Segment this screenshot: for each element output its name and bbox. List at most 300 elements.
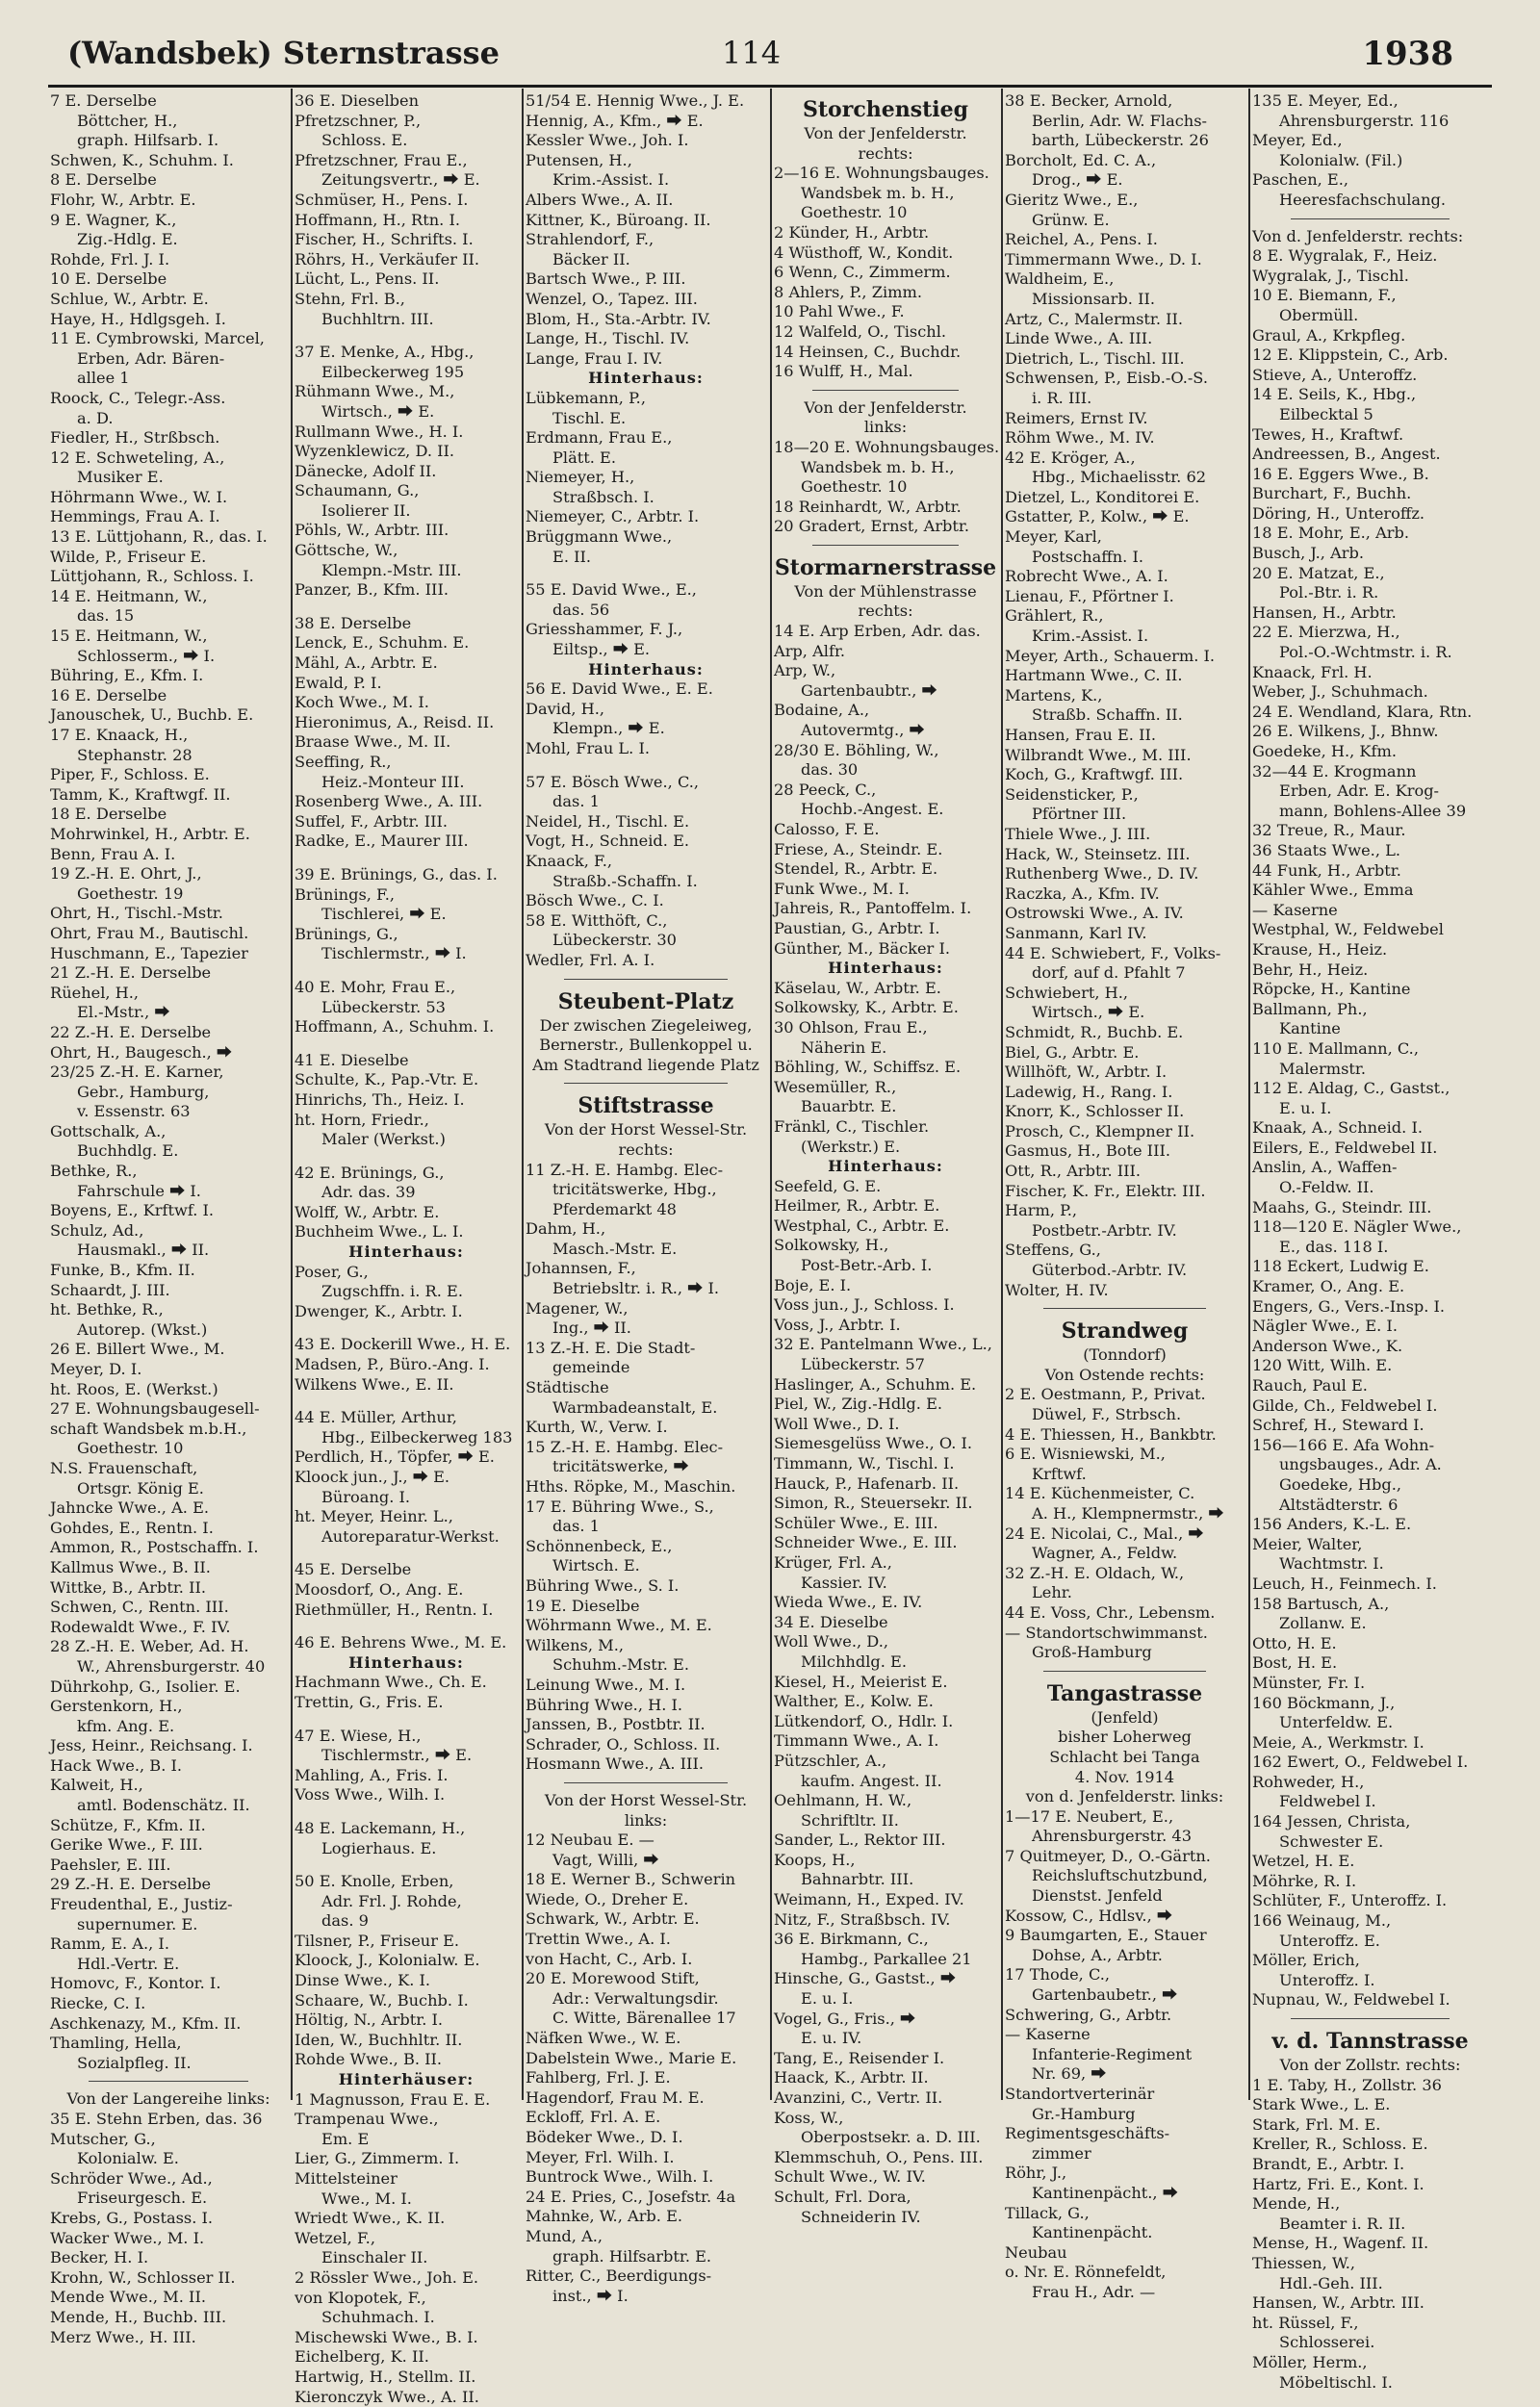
directory-entry: Mund, A., (526, 2226, 603, 2245)
directory-entry: graph. Hilfsarb. I. (77, 131, 219, 150)
directory-entry: Kloock, J., Kolonialw. E. (295, 1951, 480, 1970)
directory-entry: Wolter, H. IV. (1005, 1280, 1109, 1299)
header-rule (48, 85, 1492, 88)
directory-entry: Hausmakl., ⮕ II. (77, 1241, 210, 1260)
directory-entry: Krim.-Assist. I. (1032, 627, 1149, 646)
directory-entry: 2 E. Oestmann, P., Privat. (1005, 1385, 1206, 1404)
section-note: rechts: (858, 602, 913, 621)
directory-entry: 29 Z.-H. E. Derselbe (50, 1875, 212, 1894)
directory-entry: Haslinger, A., Schuhm. E. (774, 1374, 977, 1394)
directory-entry: Hemmings, Frau A. I. (50, 507, 220, 526)
directory-entry: — Kaserne (1005, 2025, 1091, 2044)
directory-entry: Einschaler II. (321, 2248, 428, 2267)
directory-entry: Kähler Wwe., Emma (1252, 881, 1414, 900)
directory-entry: Leuch, H., Feinmech. I. (1252, 1574, 1437, 1593)
directory-entry: Stark Wwe., L. E. (1252, 2095, 1391, 2114)
section-note: Am Stadtrand liegende Platz (532, 1055, 759, 1074)
directory-entry: Trettin Wwe., A. I. (526, 1930, 671, 1949)
section-note: links: (624, 1810, 668, 1830)
directory-entry: o. Nr. E. Rönnefeldt, (1005, 2263, 1167, 2282)
directory-entry: Ahrensburgerstr. 43 (1032, 1827, 1193, 1846)
directory-entry: Nupnau, W., Feldwebel I. (1252, 1990, 1450, 2010)
directory-entry: Kittner, K., Büroang. II. (526, 210, 711, 229)
directory-entry: Bödeker Wwe., D. I. (526, 2128, 683, 2146)
directory-entry: Knorr, K., Schlosser II. (1005, 1102, 1185, 1121)
directory-entry: Brandt, E., Arbtr. I. (1252, 2154, 1405, 2173)
directory-entry: Wandsbek m. b. H., (801, 457, 955, 476)
directory-entry: 28 Z.-H. E. Weber, Ad. H. (50, 1637, 249, 1656)
directory-entry: kaufm. Angest. II. (801, 1771, 942, 1790)
directory-entry: Robrecht Wwe., A. I. (1005, 567, 1168, 586)
directory-entry: Fischer, K. Fr., Elektr. III. (1005, 1181, 1206, 1200)
spacer (295, 964, 518, 978)
directory-entry: 18—20 E. Wohnungsbauges. (774, 437, 1000, 456)
directory-entry: von Hacht, C., Arb. I. (526, 1949, 693, 1968)
directory-entry: 2—16 E. Wohnungsbauges. (774, 164, 989, 183)
directory-entry: Neubau (1005, 2242, 1067, 2262)
directory-entry: das. 1 (552, 792, 600, 811)
directory-entry: Ing., ⮕ II. (552, 1319, 631, 1338)
directory-entry: 36 Staats Wwe., L. (1252, 840, 1401, 859)
directory-entry: Zugschffn. i. R. E. (321, 1282, 463, 1301)
directory-entry: Zeitungsvertr., ⮕ E. (321, 170, 480, 190)
directory-entry: Rauch, Paul E. (1252, 1376, 1368, 1395)
section-note: rechts: (858, 143, 913, 163)
directory-entry: 11 E. Cymbrowski, Marcel, (50, 329, 265, 348)
directory-entry: 38 E. Derselbe (295, 613, 412, 632)
directory-entry: Paustian, G., Arbtr. I. (774, 918, 940, 937)
directory-entry: Höltig, N., Arbtr. I. (295, 2010, 444, 2030)
directory-entry: 42 E. Brünings, G., (295, 1163, 445, 1182)
directory-entry: Wilbrandt Wwe., M. III. (1005, 745, 1192, 764)
directory-entry: Eilbecktal 5 (1279, 404, 1373, 423)
directory-entry: Frau H., Adr. — (1032, 2282, 1156, 2301)
directory-entry: 26 E. Wilkens, J., Bhnw. (1252, 722, 1439, 741)
directory-entry: Obermüll. (1279, 305, 1359, 324)
directory-entry: v. Essenstr. 63 (77, 1102, 191, 1121)
directory-entry: 48 E. Lackemann, H., (295, 1818, 466, 1837)
directory-entry: Hansen, Frau E. II. (1005, 726, 1157, 744)
directory-entry: Wesemüller, R., (774, 1077, 897, 1096)
directory-entry: Hansen, W., Arbtr. III. (1252, 2293, 1424, 2313)
directory-entry: 16 E. Eggers Wwe., B. (1252, 464, 1429, 483)
directory-entry: Koss, W., (774, 2108, 844, 2127)
directory-entry: Möbeltischl. I. (1279, 2372, 1393, 2392)
directory-entry: Röhr, J., (1005, 2164, 1067, 2183)
column-divider (291, 89, 293, 2100)
directory-entry: Wedler, Frl. A. I. (526, 950, 655, 969)
directory-entry: Roock, C., Telegr.-Ass. (50, 388, 226, 407)
directory-entry: Wilkens, M., (526, 1635, 624, 1654)
directory-entry: Suffel, F., Arbtr. III. (295, 811, 449, 831)
directory-entry: 2 Künder, H., Arbtr. (774, 222, 930, 242)
directory-entry: E. II. (552, 547, 592, 566)
directory-entry: Autorep. (Wkst.) (77, 1319, 208, 1339)
directory-entry: inst., ⮕ I. (552, 2286, 629, 2305)
section-note: Von der Langereihe links: (66, 2089, 270, 2109)
directory-entry: Postschaffn. I. (1032, 547, 1143, 566)
directory-entry: Wenzel, O., Tapez. III. (526, 289, 698, 308)
directory-entry: 18 Reinhardt, W., Arbtr. (774, 497, 962, 516)
directory-entry: Anderson Wwe., K. (1252, 1336, 1403, 1355)
directory-entry: das. 56 (552, 600, 610, 619)
directory-entry: Goedeke, H., Kfm. (1252, 742, 1398, 760)
directory-entry: Ohrt, H., Tischl.-Mstr. (50, 904, 223, 923)
directory-entry: 42 E. Kröger, A., (1005, 448, 1136, 467)
directory-entry: Poser, G., (295, 1262, 369, 1281)
directory-entry: Woll Wwe., D., (774, 1632, 888, 1652)
directory-entry: 1 Magnusson, Frau E. E. (295, 2089, 491, 2109)
directory-entry: Putensen, H., (526, 150, 632, 169)
directory-entry: Erdmann, Frau E., (526, 428, 673, 448)
directory-entry: Goethestr. 10 (801, 477, 908, 497)
directory-entry: Funk Wwe., M. I. (774, 879, 910, 898)
directory-entry: Solkowsky, K., Arbtr. E. (774, 998, 959, 1017)
directory-entry: Meyer, Ed., (1252, 131, 1343, 150)
directory-entry: schaft Wandsbek m.b.H., (50, 1419, 247, 1438)
directory-entry: Fiedler, H., Strßbsch. (50, 428, 220, 448)
directory-entry: Hennig, A., Kfm., ⮕ E. (526, 111, 704, 130)
directory-entry: Hartwig, H., Stellm. II. (295, 2367, 476, 2386)
page-number: 114 (722, 35, 782, 71)
directory-entry: 4 E. Thiessen, H., Bankbtr. (1005, 1424, 1217, 1444)
directory-entry: ht. Roos, E. (Werkst.) (50, 1379, 218, 1398)
directory-entry: Stark, Frl. M. E. (1252, 2114, 1381, 2134)
directory-entry: Gr.-Hamburg (1032, 2104, 1136, 2123)
directory-entry: Vagt, Willi, ⮕ (552, 1850, 659, 1869)
directory-entry: Kolonialw. (Fil.) (1279, 150, 1403, 169)
directory-entry: 12 E. Klippstein, C., Arb. (1252, 346, 1449, 365)
directory-entry: Schaare, W., Buchb. I. (295, 1990, 469, 2010)
directory-entry: Wittke, B., Arbtr. II. (50, 1577, 207, 1597)
directory-entry: Heilmer, R., Arbtr. E. (774, 1196, 940, 1216)
directory-entry: Pol.-Btr. i. R. (1279, 583, 1379, 602)
directory-entry: Unterfeldw. E. (1279, 1713, 1394, 1732)
directory-entry: Koops, H., (774, 1850, 856, 1869)
street-heading: Steubent-Platz (557, 988, 734, 1014)
directory-entry: Ewald, P. I. (295, 673, 382, 692)
directory-entry: Kreller, R., Schloss. E. (1252, 2135, 1428, 2154)
directory-entry: Hartz, Fri. E., Kont. I. (1252, 2174, 1424, 2193)
column-4 (774, 91, 1000, 2226)
directory-entry: C. Witte, Bärenallee 17 (552, 2009, 736, 2028)
directory-entry: 23/25 Z.-H. E. Karner, (50, 1063, 224, 1082)
directory-entry: Betriebsltr. i. R., ⮕ I. (552, 1279, 720, 1298)
directory-entry: Musiker E. (77, 468, 164, 487)
directory-entry: Wirtsch., ⮕ E. (1032, 1003, 1145, 1022)
directory-entry: Lier, G., Zimmerm. I. (295, 2149, 460, 2168)
directory-entry: Kantinenpächt., ⮕ (1032, 2183, 1178, 2202)
directory-entry: Rohde Wwe., B. II. (295, 2050, 443, 2069)
directory-entry: Hosmann Wwe., A. III. (526, 1754, 704, 1774)
directory-entry: Drog., ⮕ E. (1032, 170, 1123, 190)
directory-entry: Kossow, C., Hdlsv., ⮕ (1005, 1906, 1173, 1925)
directory-entry: Wagner, A., Feldw. (1032, 1544, 1178, 1563)
directory-entry: 32 E. Pantelmann Wwe., L., (774, 1335, 992, 1354)
directory-entry: 158 Bartusch, A., (1252, 1594, 1390, 1613)
directory-entry: 19 E. Dieselbe (526, 1596, 640, 1615)
directory-entry: 36 E. Birkmann, C., (774, 1930, 929, 1949)
directory-entry: Schneiderin IV. (801, 2207, 921, 2226)
directory-entry: Dwenger, K., Arbtr. I. (295, 1301, 463, 1320)
directory-entry: Willhöft, W., Arbtr. I. (1005, 1063, 1168, 1082)
directory-entry: Berlin, Adr. W. Flachs- (1032, 111, 1208, 130)
directory-entry: 16 Wulff, H., Mal. (774, 362, 913, 381)
directory-entry: Wyzenklewicz, D. II. (295, 442, 455, 461)
directory-entry: Logierhaus. E. (321, 1838, 437, 1857)
directory-entry: Pförtner III. (1032, 805, 1127, 824)
column-1 (50, 91, 287, 2346)
directory-entry: Freudenthal, E., Justiz- (50, 1895, 233, 1914)
directory-entry: 40 E. Mohr, Frau E., (295, 977, 456, 996)
directory-entry: David, H., (526, 699, 605, 718)
spacer (526, 567, 766, 580)
directory-entry: Wachtmstr. I. (1279, 1554, 1384, 1574)
directory-entry: Knaack, Frl. H. (1252, 662, 1373, 681)
directory-entry: 13 Z.-H. E. Die Stadt- (526, 1338, 696, 1357)
directory-entry: Gohdes, E., Rentn. I. (50, 1518, 214, 1537)
directory-entry: Riethmüller, H., Rentn. I. (295, 1600, 494, 1619)
directory-entry: 162 Ewert, O., Feldwebel I. (1252, 1753, 1469, 1772)
directory-entry: Mense, H., Wagenf. II. (1252, 2234, 1429, 2253)
directory-entry: Wöhrmann Wwe., M. E. (526, 1616, 712, 1635)
directory-entry: 44 E. Müller, Arthur, (295, 1408, 457, 1427)
directory-entry: Kramer, O., Ang. E. (1252, 1277, 1405, 1296)
directory-entry: 44 E. Schwiebert, F., Volks- (1005, 943, 1221, 962)
section-note: Schlacht bei Tanga (1049, 1747, 1200, 1766)
directory-entry: Wriedt Wwe., K. II. (295, 2209, 446, 2228)
directory-entry: 18 E. Werner B., Schwerin (526, 1870, 736, 1889)
directory-entry: 44 Funk, H., Arbtr. (1252, 860, 1401, 880)
directory-entry: 120 Witt, Wilh. E. (1252, 1356, 1393, 1375)
directory-entry: Hoffmann, A., Schuhm. I. (295, 1017, 495, 1037)
directory-entry: Dinse Wwe., K. I. (295, 1971, 431, 1990)
section-note: 4. Nov. 1914 (1074, 1767, 1175, 1786)
directory-entry: Benn, Frau A. I. (50, 844, 176, 863)
page-header (67, 35, 1453, 83)
directory-entry: 24 E. Wendland, Klara, Rtn. (1252, 702, 1473, 721)
directory-entry: 8 E. Derselbe (50, 170, 157, 190)
directory-entry: E. u. I. (801, 1989, 854, 2009)
directory-entry: Goedeke, Hbg., (1279, 1474, 1402, 1494)
directory-entry: 12 Neubau E. — (526, 1831, 654, 1850)
directory-entry: Bühring Wwe., S. I. (526, 1575, 680, 1595)
directory-entry: 39 E. Brünings, G., das. I. (295, 864, 498, 883)
directory-entry: Ladewig, H., Rang. I. (1005, 1082, 1173, 1101)
directory-entry: Schwiebert, H., (1005, 983, 1129, 1002)
directory-entry: Kessler Wwe., Joh. I. (526, 131, 689, 150)
directory-entry: Schuhm.-Mstr. E. (552, 1655, 689, 1675)
directory-entry: 27 E. Wohnungsbaugesell- (50, 1399, 260, 1419)
directory-entry: Homovc, F., Kontor. I. (50, 1974, 221, 1993)
directory-entry: Timmann Wwe., A. I. (774, 1731, 939, 1751)
directory-entry: Kiesel, H., Meierist E. (774, 1672, 948, 1691)
directory-entry: Blom, H., Sta.-Arbtr. IV. (526, 309, 711, 328)
directory-entry: Schröder Wwe., Ad., (50, 2168, 213, 2188)
directory-entry: Gilde, Ch., Feldwebel I. (1252, 1396, 1438, 1415)
directory-entry: Lienau, F., Pförtner I. (1005, 586, 1174, 605)
directory-entry: N.S. Frauenschaft, (50, 1458, 198, 1477)
directory-entry: 15 Z.-H. E. Hambg. Elec- (526, 1437, 724, 1456)
directory-entry: Gartenbaubetr., ⮕ (1032, 1985, 1178, 2005)
directory-entry: 118—120 E. Nägler Wwe., (1252, 1217, 1462, 1237)
directory-entry: Hdl.-Geh. III. (1279, 2273, 1383, 2292)
directory-entry: Thiessen, W., (1252, 2253, 1355, 2272)
section-divider (1043, 1308, 1206, 1309)
directory-entry: Warmbadeanstalt, E. (552, 1397, 718, 1417)
directory-entry: Fischer, H., Schrifts. I. (295, 230, 474, 249)
directory-entry: Behr, H., Heiz. (1252, 960, 1369, 979)
directory-entry: Nägler Wwe., E. I. (1252, 1317, 1398, 1336)
directory-entry: Mähl, A., Arbtr. E. (295, 653, 438, 673)
directory-entry: das. 30 (801, 760, 859, 780)
directory-entry: Dienstst. Jenfeld (1032, 1886, 1163, 1906)
directory-entry: tricitätswerke, ⮕ (552, 1457, 689, 1476)
directory-entry: Reimers, Ernst IV. (1005, 408, 1148, 427)
directory-entry: Artz, C., Malermstr. II. (1005, 309, 1184, 328)
directory-entry: supernumer. E. (77, 1914, 198, 1933)
directory-entry: Näherin E. (801, 1037, 887, 1057)
directory-entry: Raczka, A., Kfm. IV. (1005, 883, 1160, 903)
directory-entry: 6 E. Wisniewski, M., (1005, 1445, 1166, 1464)
directory-entry: (Werkstr.) E. (801, 1137, 901, 1156)
directory-entry: Krause, H., Heiz. (1252, 939, 1388, 959)
directory-entry: Schmüser, H., Pens. I. (295, 190, 469, 209)
directory-entry: Gerike Wwe., F. III. (50, 1835, 203, 1855)
directory-entry: 17 E. Knaack, H., (50, 726, 189, 744)
directory-entry: Paschen, E., (1252, 170, 1349, 190)
directory-entry: Schwark, W., Arbtr. E. (526, 1909, 700, 1929)
directory-entry: Wirtsch. E. (552, 1556, 640, 1575)
directory-entry: Schneider Wwe., E. III. (774, 1533, 958, 1552)
directory-entry: Schwen, K., Schuhm. I. (50, 150, 234, 169)
directory-entry: 18 E. Mohr, E., Arb. (1252, 524, 1410, 543)
directory-entry: Erben, Adr. Bären- (77, 348, 225, 368)
directory-entry: Röhrs, H., Verkäufer II. (295, 249, 480, 269)
directory-entry: Klempn., ⮕ E. (552, 719, 665, 738)
section-note: von d. Jenfelderstr. links: (1025, 1787, 1224, 1806)
directory-entry: das. 1 (552, 1517, 600, 1536)
directory-entry: Buntrock Wwe., Wilh. I. (526, 2167, 714, 2187)
directory-entry: Mutscher, G., (50, 2129, 156, 2148)
directory-entry: Perdlich, H., Töpfer, ⮕ E. (295, 1447, 495, 1467)
section-divider (1291, 2018, 1450, 2019)
directory-entry: Schwering, G., Arbtr. (1005, 2005, 1172, 2024)
directory-entry: Göttsche, W., (295, 541, 398, 560)
directory-entry: 12 E. Schweteling, A., (50, 448, 225, 467)
directory-entry: Dohse, A., Arbtr. (1032, 1945, 1163, 1964)
section-divider (812, 545, 959, 546)
directory-entry: 34 E. Dieselbe (774, 1612, 888, 1631)
directory-entry: Fahrschule ⮕ I. (77, 1181, 201, 1200)
directory-entry: Wilkens Wwe., E. II. (295, 1374, 454, 1394)
directory-entry: Mittelsteiner (295, 2169, 398, 2188)
directory-entry: Seefeld, G. E. (774, 1176, 882, 1195)
directory-entry: 51/54 E. Hennig Wwe., J. E. (526, 91, 745, 110)
directory-entry: 135 E. Meyer, Ed., (1252, 91, 1399, 110)
directory-entry: Kurth, W., Verw. I. (526, 1418, 668, 1437)
directory-entry: Rohweder, H., (1252, 1772, 1365, 1791)
directory-entry: 118 Eckert, Ludwig E. (1252, 1257, 1429, 1276)
directory-entry: Niemeyer, C., Arbtr. I. (526, 507, 700, 526)
directory-entry: Gerstenkorn, H., (50, 1697, 183, 1716)
directory-entry: Vogt, H., Schneid. E. (526, 832, 690, 851)
directory-entry: E. u. IV. (801, 2029, 862, 2048)
directory-entry: 43 E. Dockerill Wwe., H. E. (295, 1335, 511, 1354)
directory-entry: Reichel, A., Pens. I. (1005, 230, 1158, 249)
directory-entry: Gartenbaubtr., ⮕ (801, 680, 937, 700)
directory-entry: Bauarbtr. E. (801, 1097, 897, 1116)
directory-entry: 21 Z.-H. E. Derselbe (50, 963, 212, 983)
directory-entry: 50 E. Knolle, Erben, (295, 1872, 454, 1891)
directory-entry: Friese, A., Steindr. E. (774, 839, 943, 858)
section-note: Von der Zollstr. rechts: (1279, 2056, 1461, 2074)
directory-entry: Eckloff, Frl. A. E. (526, 2108, 661, 2127)
directory-entry: Adr. das. 39 (321, 1183, 416, 1202)
directory-entry: Hochb.-Angest. E. (801, 800, 944, 819)
directory-entry: Lenck, E., Schuhm. E. (295, 633, 470, 653)
directory-entry: 160 Böckmann, J., (1252, 1693, 1396, 1712)
directory-entry: Stieve, A., Unteroffz. (1252, 365, 1418, 384)
directory-entry: Panzer, B., Kfm. III. (295, 580, 449, 600)
directory-entry: Malermstr. (1279, 1059, 1366, 1078)
directory-entry: Stendel, R., Arbtr. E. (774, 859, 938, 879)
directory-entry: Friseurgesch. E. (77, 2189, 208, 2208)
directory-entry: Lücht, L., Pens. II. (295, 269, 440, 289)
directory-entry: Hieronimus, A., Reisd. II. (295, 712, 495, 731)
directory-entry: Rühmann Wwe., M., (295, 382, 455, 401)
directory-entry: Pferdemarkt 48 (552, 1199, 677, 1218)
directory-entry: Eilers, E., Feldwebel II. (1252, 1138, 1438, 1157)
directory-entry: Bodaine, A., (774, 701, 870, 720)
directory-entry: Jess, Heinr., Reichsang. I. (50, 1736, 253, 1755)
column-5 (1005, 91, 1245, 2301)
directory-entry: Tillack, G., (1005, 2203, 1090, 2222)
directory-entry: Adr. Frl. J. Rohde, (321, 1891, 462, 1910)
directory-entry: E., das. 118 I. (1279, 1237, 1389, 1256)
directory-entry: Tewes, H., Kraftwf. (1252, 424, 1404, 444)
directory-entry: Lübeckerstr. 30 (552, 931, 677, 950)
building-heading: Hinterhäuser: (338, 2070, 475, 2089)
section-note: Von der Mühlenstrasse (794, 581, 977, 601)
directory-entry: 12 Walfeld, O., Tischl. (774, 321, 947, 341)
directory-entry: Lehr. (1032, 1583, 1072, 1602)
directory-entry: Von d. Jenfelderstr. rechts: (1252, 226, 1464, 245)
directory-entry: ht. Rüssel, F., (1252, 2313, 1359, 2332)
section-divider (89, 2081, 248, 2082)
directory-entry: Postbetr.-Arbtr. IV. (1032, 1220, 1177, 1240)
directory-entry: Straßb.-Schaffn. I. (552, 871, 698, 890)
directory-entry: Lüttjohann, R., Schloss. I. (50, 567, 254, 586)
directory-entry: 14 E. Arp Erben, Adr. das. (774, 622, 981, 641)
spacer (295, 1805, 518, 1819)
directory-entry: Wygralak, J., Tischl. (1252, 266, 1409, 285)
directory-entry: Kallmus Wwe., B. II. (50, 1557, 211, 1576)
directory-entry: Tang, E., Reisender I. (774, 2048, 945, 2067)
directory-entry: 26 E. Billert Wwe., M. (50, 1340, 225, 1359)
directory-entry: 9 Baumgarten, E., Stauer (1005, 1926, 1207, 1945)
directory-entry: 41 E. Dieselbe (295, 1050, 409, 1069)
directory-entry: i. R. III. (1032, 388, 1092, 407)
directory-entry: Pfretzschner, P., (295, 111, 422, 130)
directory-entry: Lange, H., Tischl. IV. (526, 329, 690, 348)
directory-entry: Hachmann Wwe., Ch. E. (295, 1673, 487, 1692)
directory-entry: Bost, H. E. (1252, 1653, 1338, 1673)
section-note: links: (863, 418, 908, 437)
directory-entry: Oehlmann, H. W., (774, 1791, 912, 1810)
directory-entry: Straßbsch. I. (552, 487, 654, 506)
section-note: Von Ostende rechts: (1044, 1365, 1205, 1384)
